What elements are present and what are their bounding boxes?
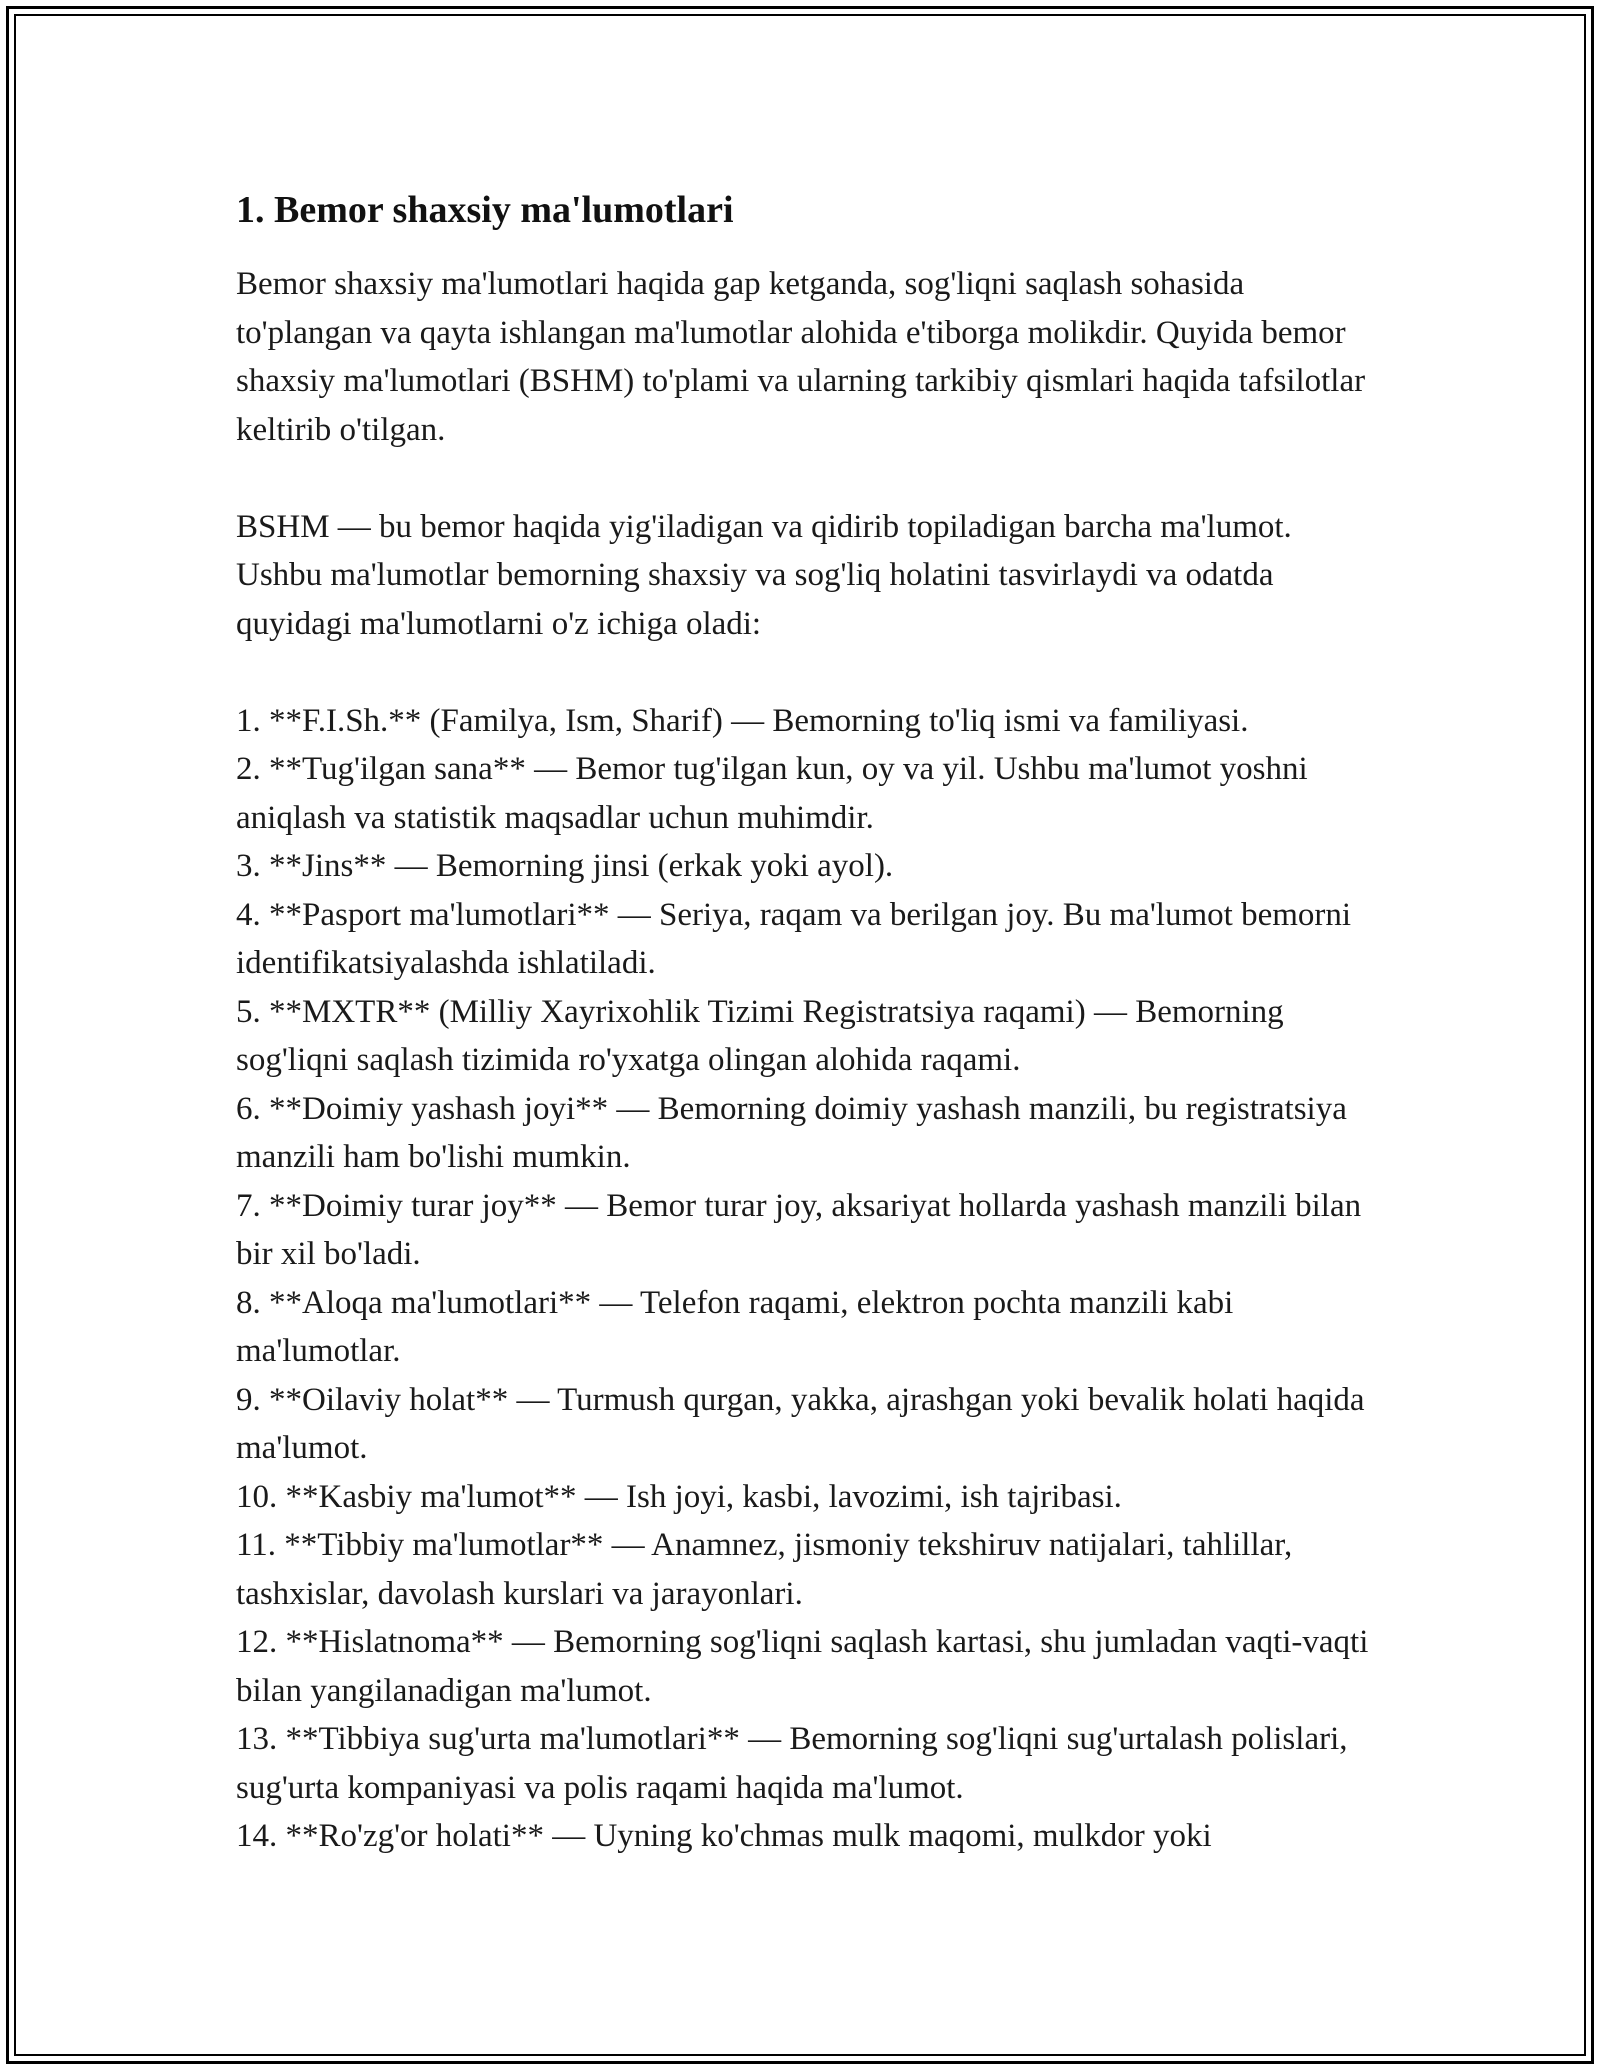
list-item: 8. **Aloqa ma'lumotlari** — Telefon raqami, elektron pochta manzili kabi ma'lumotlar. [236,1284,1234,1369]
paragraph-spacer [236,648,1386,697]
data-items-list [236,697,1386,1861]
document-body [236,186,1386,1861]
list-item: 10. **Kasbiy ma'lumot** — Ish joyi, kasbi, lavozimi, ish tajribasi. [236,1478,1122,1515]
list-item: 13. **Tibbiya sug'urta ma'lumotlari** — Bemorning sog'liqni sug'urtalash polislari, sug'urta kompaniyasi va polis raqami haqida ma'lumot. [236,1721,1348,1806]
list-item: 9. **Oilaviy holat** — Turmush qurgan, yakka, ajrashgan yoki bevalik holati haqida ma'lumot. [236,1381,1365,1466]
list-item: 2. **Tug'ilgan sana** — Bemor tug'ilgan kun, oy va yil. Ushbu ma'lumot yoshni aniqlash va statistik maqsadlar uchun muhimdir. [236,751,1308,836]
section-heading: 1. Bemor shaxsiy ma'lumotlari [236,189,734,231]
list-item: 6. **Doimiy yashash joyi** — Bemorning doimiy yashash manzili, bu registratsiya manzili ham bo'lishi mumkin. [236,1090,1347,1175]
list-item: 11. **Tibbiy ma'lumotlar** — Anamnez, jismoniy tekshiruv natijalari, tahlillar, tashxislar, davolash kurslari va jarayonlari. [236,1527,1293,1612]
definition-paragraph: BSHM — bu bemor haqida yig'iladigan va qidirib topiladigan barcha ma'lumot. Ushbu ma'lumotlar bemorning shaxsiy va sog'liq holatini tasvirlaydi va odatda quyidagi ma'lumotlarni o'z ichiga oladi: [236,508,1301,642]
paragraph-spacer [236,454,1386,503]
intro-paragraph: Bemor shaxsiy ma'lumotlari haqida gap ketganda, sog'liqni saqlash sohasida to'plangan va qayta ishlangan ma'lumotlar alohida e'tiborga molikdir. Quyida bemor shaxsiy ma'lumotlari (BSHM) to'plami va ularning tarkibiy qismlari haqida tafsilotlar keltirib o'tilgan. [236,266,1374,448]
list-item: 3. **Jins** — Bemorning jinsi (erkak yoki ayol). [236,848,894,884]
list-item: 5. **MXTR** (Milliy Xayrixohlik Tizimi Registratsiya raqami) — Bemorning sog'liqni saqlash tizimida ro'yxatga olingan alohida raqami. [236,993,1284,1078]
list-item: 12. **Hislatnoma** — Bemorning sog'liqni saqlash kartasi, shu jumladan vaqti-vaqti bilan yangilanadigan ma'lumot. [236,1624,1369,1709]
list-item: 14. **Ro'zg'or holati** — Uyning ko'chmas mulk maqomi, mulkdor yoki [236,1818,1212,1854]
list-item: 4. **Pasport ma'lumotlari** — Seriya, raqam va berilgan joy. Bu ma'lumot bemorni identifikatsiyalashda ishlatiladi. [236,896,1352,981]
list-item: 1. **F.I.Sh.** (Familya, Ism, Sharif) — Bemorning to'liq ismi va familiyasi. [236,702,1249,739]
list-item: 7. **Doimiy turar joy** — Bemor turar joy, aksariyat hollarda yashash manzili bilan bir xil bo'ladi. [236,1187,1362,1272]
